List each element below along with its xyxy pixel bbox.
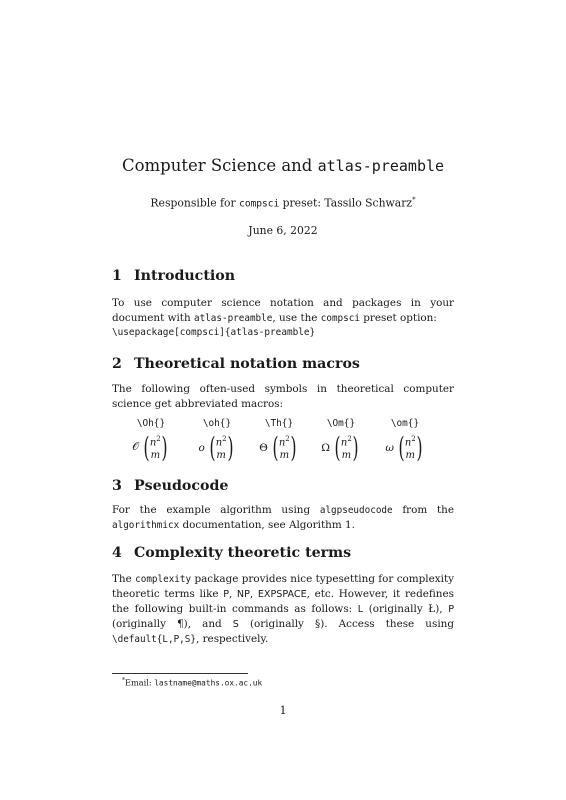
macro-name: \Om{}	[326, 418, 356, 429]
binom-top-var: n	[215, 437, 223, 449]
text-run: package provides nice typesetting for complexity theoretic terms like	[112, 573, 455, 600]
section-title: Complexity theoretic terms	[134, 545, 352, 561]
macro-symbol: o	[198, 441, 205, 454]
text-run: , respectively.	[195, 633, 269, 645]
section-title: Introduction	[134, 268, 236, 284]
left-paren: (	[398, 430, 405, 464]
footnote-rule	[112, 673, 248, 674]
macro-expression	[249, 430, 309, 464]
section-heading-complexity	[112, 545, 351, 561]
section-number: 2	[112, 356, 122, 372]
binom-top-var: n	[278, 437, 286, 449]
text-run: ,	[249, 588, 258, 600]
inline-code: complexity	[135, 574, 192, 585]
complexity-class: P	[223, 589, 229, 600]
macro-expression	[311, 430, 371, 464]
title-code: atlas-preamble	[317, 157, 445, 175]
notation-paragraph: The following often-used symbols in theoretical computer science get abbreviated macros:	[112, 383, 454, 410]
macro-oh-big	[121, 418, 181, 462]
inline-code: algpseudocode	[319, 505, 393, 516]
binom-exponent: 2	[411, 435, 416, 443]
text-run: The	[112, 573, 136, 585]
binomial	[216, 433, 227, 462]
right-paren: )	[290, 430, 297, 464]
left-paren: (	[209, 430, 216, 464]
right-paren: )	[352, 430, 359, 464]
macro-symbol: Ω	[321, 441, 330, 454]
text-run: (originally §). Access these using	[238, 618, 454, 630]
macro-omega-big	[311, 418, 371, 462]
footnote-mark: *	[412, 196, 416, 204]
footnote-label: Email:	[125, 677, 155, 688]
binom-top	[405, 433, 416, 449]
text-run: For the example algorithm using	[112, 504, 320, 516]
binom-bottom: m	[405, 450, 416, 462]
macro-oh-small	[187, 418, 247, 462]
complexity-class: L	[357, 604, 364, 615]
binom-exponent: 2	[222, 435, 227, 443]
text-run: documentation, see Algorithm 1.	[179, 519, 355, 531]
intro-paragraph	[112, 296, 454, 326]
binom-top	[216, 433, 227, 449]
complexity-class: S	[232, 619, 239, 630]
binom-exponent: 2	[285, 435, 290, 443]
binomial	[279, 433, 290, 462]
section-number: 1	[112, 268, 122, 284]
binomial	[150, 433, 161, 462]
macro-expression	[121, 430, 181, 464]
binom-bottom: m	[216, 450, 226, 462]
binom-bottom: m	[341, 450, 352, 462]
footnote-email: lastname@maths.ox.ac.uk	[154, 678, 263, 688]
binom-exponent: 2	[156, 435, 161, 443]
binom-top	[341, 433, 352, 449]
binom-bottom: m	[150, 450, 161, 462]
text-run: (originally Ł),	[363, 603, 449, 615]
right-paren: )	[227, 430, 234, 464]
author-code: compsci	[239, 198, 280, 210]
footnote-mark: *	[122, 677, 125, 684]
binom-top	[150, 433, 161, 449]
text-run: To use computer science notation and packages in your document with	[112, 297, 454, 324]
complexity-class: P	[448, 604, 454, 615]
inline-code: atlas-preamble	[193, 313, 273, 324]
inline-code: compsci	[320, 313, 360, 324]
left-paren: (	[334, 430, 341, 464]
section-heading-introduction	[112, 268, 235, 284]
section-title: Pseudocode	[134, 478, 229, 494]
inline-code: \default{L,P,S}	[112, 634, 196, 645]
section-heading-pseudocode	[112, 478, 228, 494]
binom-top-var: n	[149, 437, 157, 449]
author-text-before: Responsible for	[150, 196, 240, 210]
macro-name: \oh{}	[202, 418, 232, 429]
footnote	[122, 677, 262, 688]
section-title: Theoretical notation macros	[134, 356, 360, 372]
binom-exponent: 2	[347, 435, 352, 443]
left-paren: (	[272, 430, 279, 464]
text-run: ,	[228, 588, 237, 600]
binomial	[341, 433, 352, 462]
binomial	[405, 433, 416, 462]
author-text-after: preset: Tassilo Schwarz	[279, 196, 413, 210]
section-number: 3	[112, 478, 122, 494]
right-paren: )	[416, 430, 423, 464]
left-paren: (	[143, 430, 150, 464]
macro-name: \om{}	[390, 418, 420, 429]
document-title	[0, 156, 566, 175]
text-run: from the	[392, 504, 455, 516]
macro-name: \Th{}	[264, 418, 294, 429]
macro-expression	[187, 430, 247, 464]
complexity-class: NP	[236, 589, 250, 600]
macro-symbol: Θ	[259, 441, 268, 454]
inline-code: algorithmicx	[112, 520, 180, 531]
macro-name: \Oh{}	[136, 418, 166, 429]
title-text: Computer Science and	[121, 156, 318, 175]
text-run: , etc. However, it redefines the following built-in commands as follows:	[112, 588, 454, 615]
pseudocode-paragraph	[112, 503, 454, 533]
binom-top	[279, 433, 290, 449]
text-run: , use the	[272, 312, 321, 324]
code-line: \usepackage[compsci]{atlas-preamble}	[112, 327, 316, 338]
right-paren: )	[161, 430, 168, 464]
document-date: June 6, 2022	[248, 224, 318, 237]
text-run: preset option:	[359, 312, 437, 324]
section-number: 4	[112, 545, 122, 561]
complexity-paragraph	[112, 572, 454, 647]
section-heading-notation	[112, 356, 360, 372]
macro-expression	[375, 430, 435, 464]
macro-omega-small	[375, 418, 435, 462]
binom-top-var: n	[404, 437, 412, 449]
complexity-class: EXPSPACE	[257, 589, 307, 600]
binom-top-var: n	[340, 437, 348, 449]
macro-symbol: ω	[385, 441, 394, 454]
page-number: 1	[279, 704, 287, 717]
author-line	[0, 196, 566, 210]
macro-symbol: 𝒪	[132, 441, 139, 454]
binom-bottom: m	[279, 450, 290, 462]
macro-theta	[249, 418, 309, 462]
text-run: (originally ¶), and	[112, 618, 233, 630]
